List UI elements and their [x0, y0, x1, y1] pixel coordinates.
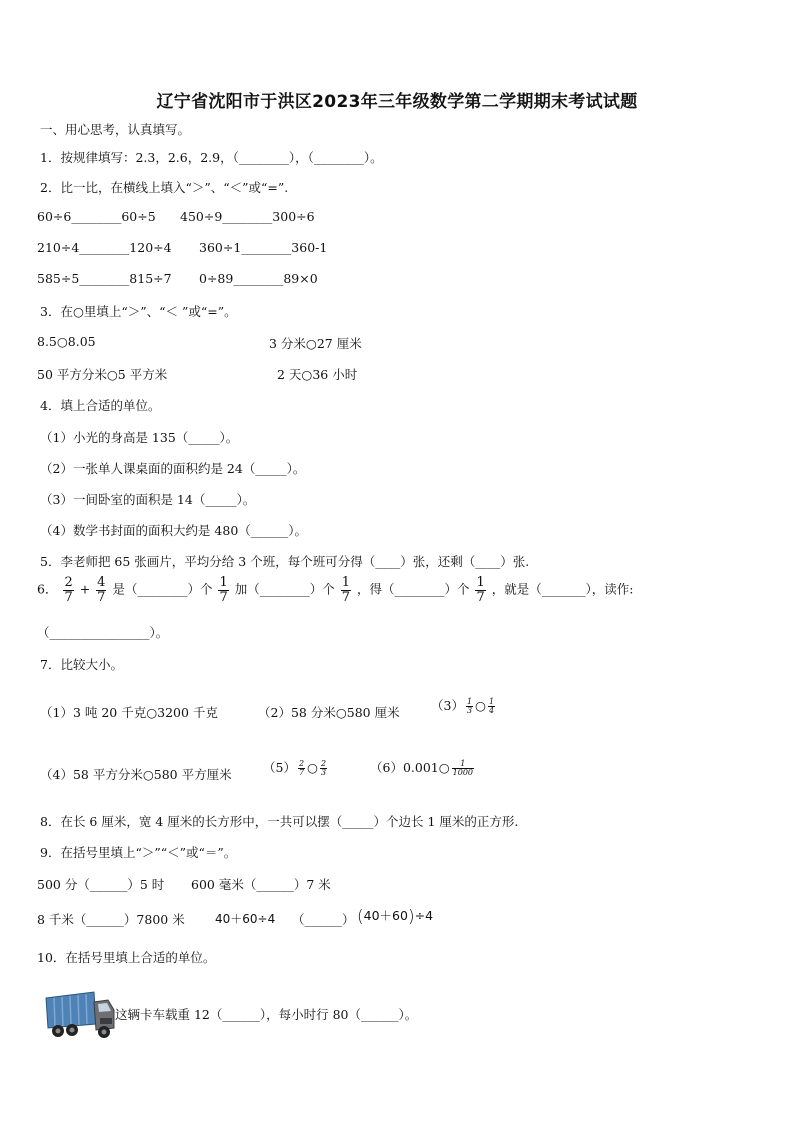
question-3-stem: 3．在○里填上“＞”、“＜ ”或“=”。 — [40, 304, 237, 319]
q9-row2-left: 8 千米（______）7800 米 — [37, 912, 185, 927]
q7-item-5: （5） $\frac{2}{7}$ ○ $\frac{2}{3}$ — [263, 758, 327, 777]
q2-row1-left: 60÷6________60÷5 — [37, 209, 156, 224]
q3-row2-right: 2 天○36 小时 — [277, 367, 358, 382]
q7-3-fraction-a: $\frac{1}{3}$ — [466, 696, 473, 715]
q9-row1-right: 600 毫米（______）7 米 — [191, 877, 331, 892]
q3-row1-right: 3 分米○27 厘米 — [269, 336, 362, 351]
q6-unit-fraction-1: $\frac{1}{7}$ — [219, 575, 228, 605]
q2-row1-right: 450÷9________300÷6 — [180, 209, 315, 224]
q2-row3-left: 585÷5________815÷7 — [37, 271, 172, 286]
q6-text-1: 是（________）个 — [112, 581, 213, 597]
q6-fraction-a: $\frac{2}{7}$ — [64, 575, 73, 605]
q7-item-6: （6）0.001○ $\frac{1}{1000}$ — [370, 758, 474, 777]
q6-text-4: ，就是（_______），读作: — [491, 581, 634, 597]
q6-unit-fraction-2: $\frac{1}{7}$ — [341, 575, 350, 605]
q7-item-3: （3） $\frac{1}{3}$ ○ $\frac{1}{4}$ — [431, 696, 495, 715]
page-title: 辽宁省沈阳市于洪区2023年三年级数学第二学期期末考试试题 — [156, 92, 638, 112]
q6-fraction-b: $\frac{4}{7}$ — [97, 575, 106, 605]
q7-5-fraction-b: $\frac{2}{3}$ — [320, 758, 327, 777]
question-8: 8．在长 6 厘米，宽 4 厘米的长方形中，一共可以摆（_____）个边长 1 厘米的正方形. — [40, 814, 519, 829]
q7-5-fraction-a: $\frac{2}{7}$ — [298, 758, 305, 777]
question-10-stem: 10．在括号里填上合适的单位。 — [37, 950, 216, 965]
q7-item-1: （1）3 吨 20 千克○3200 千克 — [40, 705, 218, 720]
q2-row2-right: 360÷1________360-1 — [199, 240, 328, 255]
q9-expression-2: (40＋60)÷4 — [357, 907, 434, 927]
q3-row1-left: 8.5○8.05 — [37, 334, 96, 349]
question-10-text: 这辆卡车载重 12（______），每小时行 80（______）。 — [115, 1007, 418, 1022]
q6-unit-fraction-3: $\frac{1}{7}$ — [476, 575, 485, 605]
q9-expression-1: 40＋60÷4 — [215, 912, 276, 926]
q7-item-4: （4）58 平方分米○580 平方厘米 — [40, 767, 232, 782]
q4-item-2: （2）一张单人课桌面的面积约是 24（_____）。 — [40, 461, 306, 476]
compare-circle: ○ — [475, 698, 486, 713]
q6-text-2: 加（________）个 — [234, 581, 335, 597]
q7-6-fraction: $\frac{1}{1000}$ — [452, 758, 474, 777]
q6-number: 6． — [37, 581, 58, 597]
truck-icon — [44, 988, 116, 1040]
section-heading: 一、用心思考，认真填写。 — [40, 122, 191, 137]
q2-row3-right: 0÷89________89×0 — [199, 271, 318, 286]
q4-item-1: （1）小光的身高是 135（_____）。 — [40, 430, 239, 445]
q7-3-fraction-b: $\frac{1}{4}$ — [488, 696, 495, 715]
q9-row1-left: 500 分（______）5 时 — [37, 877, 165, 892]
question-9-stem: 9．在括号里填上“＞”“＜”或“＝”。 — [40, 845, 237, 860]
question-2-stem: 2．比一比，在横线上填入“＞”、“＜”或“=”. — [40, 180, 289, 195]
question-4-stem: 4．填上合适的单位。 — [40, 398, 161, 413]
q3-row2-left: 50 平方分米○5 平方米 — [37, 367, 168, 382]
question-5: 5．李老师把 65 张画片，平均分给 3 个班，每个班可分得（____）张，还剩（____）张. — [40, 554, 530, 569]
q6-answer-line: （________________）。 — [37, 625, 169, 640]
q6-text-3: ，得（________）个 — [356, 581, 470, 597]
question-6 — [37, 576, 633, 604]
q6-plus: + — [79, 581, 91, 597]
question-1: 1．按规律填写：2.3，2.6，2.9，（________），（________）。 — [40, 150, 383, 165]
q4-item-4: （4）数学书封面的面积大约是 480（______）。 — [40, 523, 308, 538]
q4-item-3: （3）一间卧室的面积是 14（_____）。 — [40, 492, 256, 507]
q9-blank: （______） — [292, 912, 355, 927]
q2-row2-left: 210÷4________120÷4 — [37, 240, 172, 255]
compare-circle: ○ — [307, 760, 318, 775]
q7-item-2: （2）58 分米○580 厘米 — [258, 705, 400, 720]
question-7-stem: 7．比较大小。 — [40, 657, 123, 672]
